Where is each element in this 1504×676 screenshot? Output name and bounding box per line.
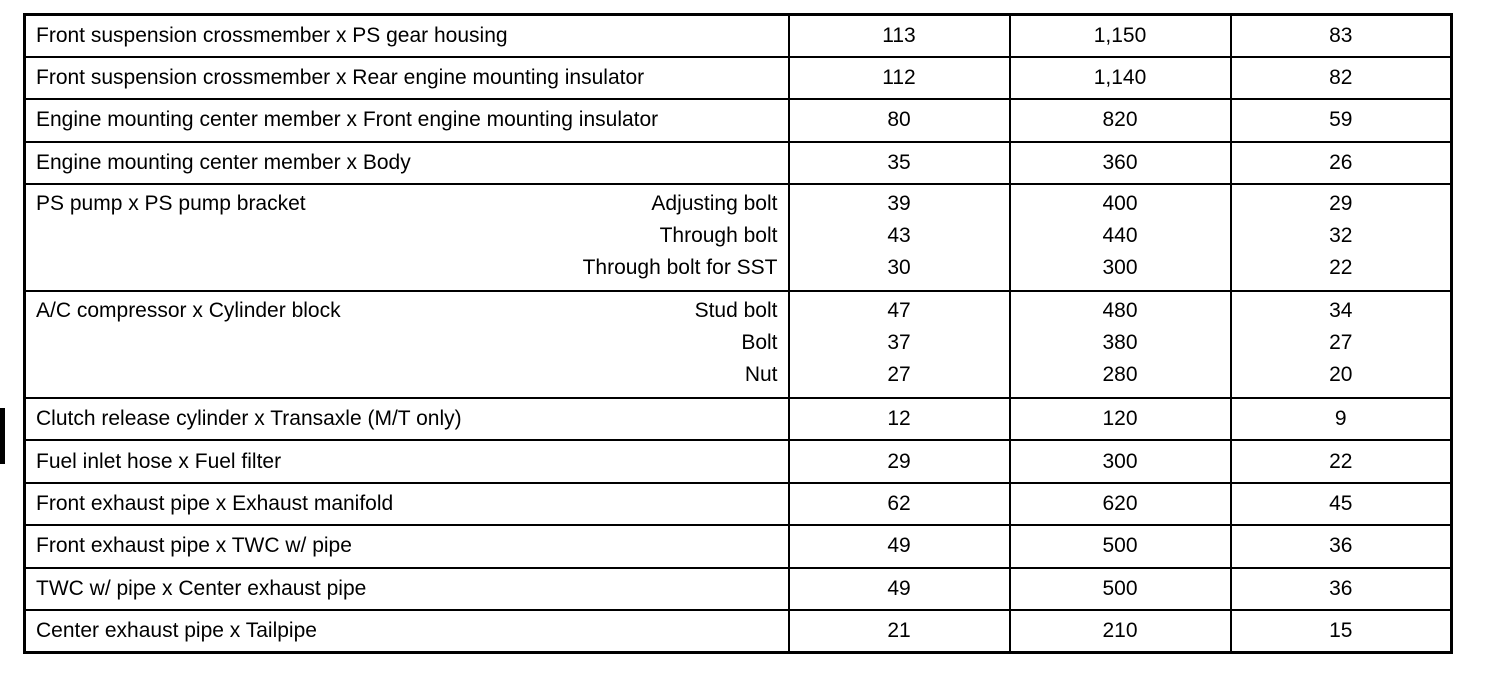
part-description: Center exhaust pipe x Tailpipe xyxy=(25,610,789,652)
part-description: Clutch release cylinder x Transaxle (M/T only) xyxy=(25,398,789,440)
torque-ftlbf: 15 xyxy=(1231,610,1452,652)
sub-item-label: Through bolt xyxy=(659,224,778,248)
torque-kgfcm: 620 xyxy=(1010,483,1231,525)
table-row xyxy=(25,483,1452,525)
table-row xyxy=(25,291,1452,398)
torque-kgfcm-value: 440 xyxy=(1102,224,1138,248)
part-description: Engine mounting center member x Front engine mounting insulator xyxy=(25,99,789,141)
torque-nm: 112 xyxy=(789,57,1010,99)
torque-nm-value: 27 xyxy=(887,363,911,387)
torque-nm-value: 37 xyxy=(887,331,911,355)
torque-ftlbf-value: 34 xyxy=(1329,299,1353,323)
torque-ftlbf: 26 xyxy=(1231,142,1452,184)
torque-kgfcm: 1,150 xyxy=(1010,15,1231,57)
torque-nm-value: 39 xyxy=(887,192,911,216)
torque-kgfcm xyxy=(1010,184,1231,291)
part-description xyxy=(25,184,789,291)
table-row xyxy=(25,525,1452,567)
torque-nm: 49 xyxy=(789,525,1010,567)
part-description: Front suspension crossmember x PS gear housing xyxy=(25,15,789,57)
torque-ftlbf: 45 xyxy=(1231,483,1452,525)
torque-nm-value: 47 xyxy=(887,299,911,323)
sub-item-label: Adjusting bolt xyxy=(651,192,778,216)
torque-kgfcm-value: 400 xyxy=(1102,192,1138,216)
part-description-main: A/C compressor x Cylinder block xyxy=(36,299,341,323)
torque-spec-table xyxy=(23,13,1453,654)
torque-nm: 29 xyxy=(789,440,1010,482)
table-row xyxy=(25,398,1452,440)
torque-kgfcm xyxy=(1010,291,1231,398)
torque-ftlbf xyxy=(1231,184,1452,291)
torque-kgfcm-value: 280 xyxy=(1102,363,1138,387)
torque-nm: 35 xyxy=(789,142,1010,184)
table-row xyxy=(25,610,1452,652)
torque-nm: 12 xyxy=(789,398,1010,440)
table-row xyxy=(25,57,1452,99)
table-row xyxy=(25,142,1452,184)
torque-kgfcm: 210 xyxy=(1010,610,1231,652)
sub-item-label: Stud bolt xyxy=(694,299,778,323)
torque-kgfcm-value: 480 xyxy=(1102,299,1138,323)
torque-kgfcm-value: 380 xyxy=(1102,331,1138,355)
part-description: Front exhaust pipe x TWC w/ pipe xyxy=(25,525,789,567)
torque-ftlbf: 82 xyxy=(1231,57,1452,99)
torque-nm: 21 xyxy=(789,610,1010,652)
torque-ftlbf: 36 xyxy=(1231,568,1452,610)
torque-ftlbf-value: 32 xyxy=(1329,224,1353,248)
torque-nm: 113 xyxy=(789,15,1010,57)
page-edge-mark xyxy=(0,408,5,464)
torque-ftlbf-value: 27 xyxy=(1329,331,1353,355)
torque-nm xyxy=(789,291,1010,398)
sub-item-label: Nut xyxy=(744,363,778,387)
torque-ftlbf: 59 xyxy=(1231,99,1452,141)
torque-nm-value: 30 xyxy=(887,256,911,280)
torque-kgfcm: 360 xyxy=(1010,142,1231,184)
torque-ftlbf: 22 xyxy=(1231,440,1452,482)
table-row xyxy=(25,568,1452,610)
torque-ftlbf-value: 29 xyxy=(1329,192,1353,216)
torque-nm: 49 xyxy=(789,568,1010,610)
part-description-main: PS pump x PS pump bracket xyxy=(36,192,306,216)
torque-kgfcm: 500 xyxy=(1010,568,1231,610)
sub-item-label: Through bolt for SST xyxy=(582,256,778,280)
torque-kgfcm: 1,140 xyxy=(1010,57,1231,99)
table-row xyxy=(25,184,1452,291)
torque-nm-value: 43 xyxy=(887,224,911,248)
torque-kgfcm: 120 xyxy=(1010,398,1231,440)
table-row xyxy=(25,99,1452,141)
torque-kgfcm: 820 xyxy=(1010,99,1231,141)
part-description: Fuel inlet hose x Fuel filter xyxy=(25,440,789,482)
torque-nm: 80 xyxy=(789,99,1010,141)
part-description: TWC w/ pipe x Center exhaust pipe xyxy=(25,568,789,610)
torque-nm xyxy=(789,184,1010,291)
part-description: Front suspension crossmember x Rear engine mounting insulator xyxy=(25,57,789,99)
table-row xyxy=(25,15,1452,57)
torque-kgfcm: 300 xyxy=(1010,440,1231,482)
part-description xyxy=(25,291,789,398)
torque-kgfcm: 500 xyxy=(1010,525,1231,567)
torque-ftlbf: 9 xyxy=(1231,398,1452,440)
part-description: Front exhaust pipe x Exhaust manifold xyxy=(25,483,789,525)
torque-ftlbf: 36 xyxy=(1231,525,1452,567)
table-row xyxy=(25,440,1452,482)
torque-kgfcm-value: 300 xyxy=(1102,256,1138,280)
torque-nm: 62 xyxy=(789,483,1010,525)
torque-ftlbf xyxy=(1231,291,1452,398)
torque-ftlbf-value: 20 xyxy=(1329,363,1353,387)
sub-item-label: Bolt xyxy=(741,331,778,355)
part-description: Engine mounting center member x Body xyxy=(25,142,789,184)
torque-ftlbf: 83 xyxy=(1231,15,1452,57)
torque-ftlbf-value: 22 xyxy=(1329,256,1353,280)
